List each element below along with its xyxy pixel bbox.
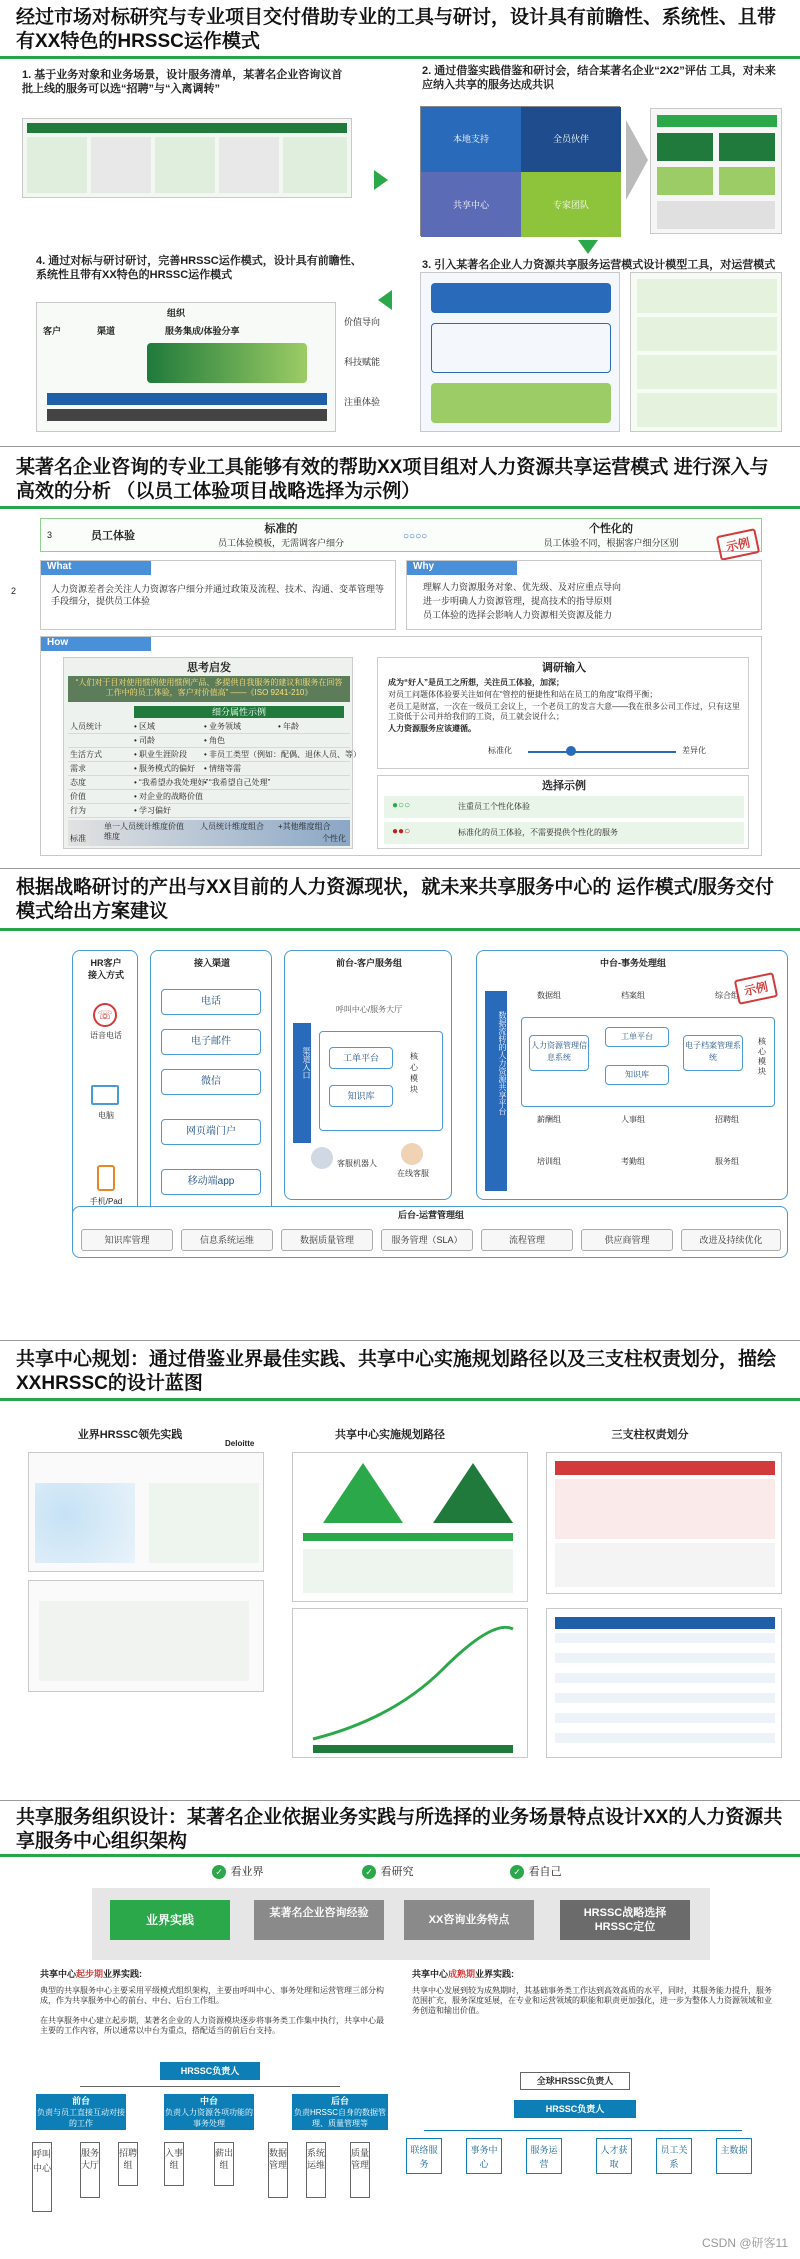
slide2-title: 某著名企业咨询的专业工具能够有效的帮助XX项目组对人力资源共享运营模式 进行深入与高效的分析 （以员工体验项目战略选择为示例） bbox=[16, 457, 769, 502]
computer-icon bbox=[91, 1085, 119, 1105]
how-panel bbox=[40, 636, 762, 856]
left-leaf-4: 入事组 bbox=[164, 2142, 184, 2186]
left-group-front-desc: 负责与员工直接互动对接的工作 bbox=[37, 2108, 125, 2128]
step2-gray-arrow bbox=[626, 120, 648, 200]
research-scale-line bbox=[528, 751, 676, 753]
detail-row bbox=[68, 790, 350, 804]
path-curve bbox=[293, 1609, 529, 1759]
front-ticket-platform: 工单平台 bbox=[329, 1047, 393, 1069]
icon-label-experience: 注重体验 bbox=[344, 397, 381, 407]
ops-it: 信息系统运维 bbox=[181, 1229, 273, 1251]
step2-text: 2. 通过借鉴实践借鉴和研讨会，结合某著名企业“2X2”评估 工具，对未来应纳入共享的服务达成共识 bbox=[422, 65, 776, 91]
slide2-title-rule bbox=[0, 506, 800, 509]
middle-side-label: 数据流转的人力资源共享平台 bbox=[498, 1011, 507, 1115]
quad-label-3: 共享中心 bbox=[452, 200, 489, 210]
left-head-em: 起步期 bbox=[76, 1969, 104, 1979]
detail-row-value: • 对企业的战略价值 bbox=[134, 792, 204, 801]
check-icon: ✓ bbox=[212, 1865, 226, 1879]
header-row-label: 员工体验 bbox=[91, 530, 135, 542]
scale-item-2: 人员统计维度组合 bbox=[200, 822, 264, 831]
research-item-4: 人力资源服务应该遵循。 bbox=[388, 724, 476, 733]
step1-service-table bbox=[22, 118, 352, 198]
step4-label-service: 服务集成/体验分享 bbox=[165, 326, 240, 336]
ops-kb-mgmt: 知识库管理 bbox=[81, 1229, 173, 1251]
arrow-step1-to-step2 bbox=[374, 170, 388, 190]
step4-model-diagram bbox=[36, 302, 336, 432]
slide3-title-rule bbox=[0, 928, 800, 931]
group-general: 综合组 bbox=[715, 991, 739, 1000]
right-head-post: 业界实践: bbox=[475, 1969, 515, 1979]
core-kb: 知识库 bbox=[605, 1065, 669, 1085]
divider-3 bbox=[0, 1340, 800, 1341]
col-title-pillars: 三支柱权责划分 bbox=[611, 1429, 689, 1441]
header-row-num: 3 bbox=[47, 530, 53, 540]
step4-label-channel: 渠道 bbox=[97, 326, 116, 336]
detail-row-value: • “我希望办我处理好” bbox=[134, 778, 209, 787]
left-p2: 在共享服务中心建立起步期，某著名企业的人力资源模块逐步将事务类工作集中执行，共享中心最主要的工作内容，所以通常以中台为重点，搭配适当的前后台支持。 bbox=[40, 2016, 384, 2035]
left-head-post: 业界实践: bbox=[103, 1969, 143, 1979]
detail-row bbox=[68, 804, 350, 818]
left-group-front bbox=[36, 2094, 126, 2130]
detail-row bbox=[68, 762, 350, 776]
ops-title: 后台-运营管理组 bbox=[398, 1210, 464, 1220]
choice-dots-1: ●○○ bbox=[392, 800, 411, 811]
group-recruit: 招聘组 bbox=[715, 1115, 739, 1124]
step4-label-org: 组织 bbox=[167, 308, 186, 318]
research-title: 调研输入 bbox=[542, 662, 586, 674]
access-mode-2: 电脑 bbox=[98, 1111, 114, 1120]
left-org-line bbox=[80, 2086, 340, 2087]
personalized-title: 个性化的 bbox=[589, 523, 633, 535]
left-org-head: HRSSC负责人 bbox=[160, 2062, 260, 2080]
step4-label-customer: 客户 bbox=[43, 326, 62, 336]
quad-label-2: 全员伙伴 bbox=[552, 134, 589, 144]
ops-vendor: 供应商管理 bbox=[581, 1229, 673, 1251]
left-head-pre: 共享中心 bbox=[40, 1969, 77, 1979]
right-org-line bbox=[424, 2130, 742, 2131]
experience-header-row bbox=[40, 518, 762, 552]
icon-label-tech: 科技赋能 bbox=[344, 357, 381, 367]
standard-title: 标准的 bbox=[264, 523, 298, 535]
what-tab: What bbox=[41, 561, 151, 575]
slide-operating-model bbox=[0, 0, 800, 312]
scale-right: 个性化 bbox=[322, 834, 346, 843]
why-item-3: 员工体验的选择会影响人力资源相关资源及能力 bbox=[423, 610, 613, 620]
divider-2 bbox=[0, 868, 800, 869]
left-leaf-1: 呼叫中心 bbox=[32, 2142, 52, 2212]
step2-result-panel bbox=[650, 108, 782, 234]
detail-row-value: • 非员工类型（例如：配偶、退休人员、等） bbox=[204, 750, 362, 759]
left-group-back bbox=[292, 2094, 388, 2130]
front-online-label: 在线客服 bbox=[397, 1169, 429, 1178]
scale-item-3: +其他维度组合 bbox=[278, 822, 331, 831]
group-training: 培训组 bbox=[537, 1157, 561, 1166]
detail-row-value: • 角色 bbox=[204, 736, 226, 745]
check-icon: ✓ bbox=[362, 1865, 376, 1879]
core-hris: 人力资源管理信息系统 bbox=[529, 1035, 589, 1071]
tab-industry-label: 看业界 bbox=[230, 1866, 264, 1878]
arrow-step3-to-step4 bbox=[378, 290, 392, 310]
right-org-head: HRSSC负责人 bbox=[514, 2100, 636, 2118]
choice-panel bbox=[377, 775, 749, 849]
slide-org-design bbox=[0, 1804, 800, 2259]
middle-title: 中台-事务处理组 bbox=[600, 958, 666, 968]
front-robot-label: 客服机器人 bbox=[337, 1159, 377, 1168]
left-leaf-5: 薪出组 bbox=[214, 2142, 234, 2186]
research-scale-left: 标准化 bbox=[488, 746, 512, 755]
channel-web-portal: 网页端门户 bbox=[161, 1119, 261, 1145]
step1-text: 1. 基于业务对象和业务场景，设计服务清单，某著名企业咨询议首批上线的服务可以选“招聘”与“入离调转” bbox=[22, 69, 343, 95]
left-group-back-desc: 负责HRSSC自身的数据管理、质量管理等 bbox=[293, 2108, 386, 2128]
slide-planning bbox=[0, 1344, 800, 1780]
detail-row bbox=[68, 748, 362, 762]
practice-thumbnail-2 bbox=[28, 1580, 264, 1692]
robot-icon bbox=[311, 1147, 333, 1169]
ops-process: 流程管理 bbox=[481, 1229, 573, 1251]
right-head bbox=[412, 1968, 772, 1980]
right-leaf-3: 服务运营 bbox=[526, 2138, 562, 2174]
detail-row-value: • 情绪等需 bbox=[204, 764, 242, 773]
left-leaf-3: 招聘组 bbox=[118, 2142, 138, 2186]
channel-mobile-app: 移动端app bbox=[161, 1169, 261, 1195]
front-call-center: 呼叫中心/服务大厅 bbox=[335, 1005, 403, 1014]
front-entry-bar bbox=[293, 1023, 311, 1143]
mobile-icon bbox=[97, 1165, 115, 1191]
research-item-3: 老员工是财富，一次在一级员工会议上，一个老员工的发言大意——我在很多公司工作过，只有这里工资低于公司并给我们的工资，员工就会说什么； bbox=[388, 702, 740, 721]
right-p1: 共享中心发展到较为成熟期时，其基础事务类工作达到高效高质的水平，同时，其服务能力提升，服务范围扩充，服务深度延展，在专业和运营领域的职能和职责更加强化，进一步为整体人力资源领域和业务创造和输出价值。 bbox=[412, 1986, 772, 2015]
slide1-lower bbox=[0, 308, 800, 452]
divider-1 bbox=[0, 446, 800, 447]
deloitte-brand: Deloitte bbox=[225, 1439, 255, 1448]
detail-row-key: 人员统计 bbox=[70, 722, 102, 731]
front-office bbox=[284, 950, 452, 1200]
right-head-em: 成熟期 bbox=[448, 1969, 476, 1979]
step3-model-diagram bbox=[420, 272, 620, 432]
tab-self-label: 看自己 bbox=[528, 1866, 562, 1878]
core-module: 核心模块 bbox=[758, 1037, 766, 1076]
slide1-title-rule bbox=[0, 56, 800, 59]
why-panel bbox=[406, 560, 762, 630]
access-mode-1: 语音电话 bbox=[90, 1031, 122, 1040]
detail-row-value: • 年龄 bbox=[278, 722, 300, 731]
slide1-title: 经过市场对标研究与专业项目交付借助专业的工具与研讨，设计具有前瞻性、系统性、且带有XX特色的HRSSC运作模式 bbox=[16, 7, 777, 52]
watermark: CSDN @研客11 bbox=[702, 2236, 788, 2250]
choice-dots-2: ●●○ bbox=[392, 826, 411, 837]
front-entry-label: 渠道入口 bbox=[302, 1047, 311, 1079]
phone-icon: ☏ bbox=[93, 1003, 117, 1027]
what-num: 2 bbox=[11, 586, 17, 596]
detail-row-key: 生活方式 bbox=[70, 750, 102, 759]
choice-item-2: 标准化的员工体验，不需要提供个性化的服务 bbox=[458, 828, 618, 837]
slide-service-delivery bbox=[0, 872, 800, 1308]
right-leaf-4: 人才获取 bbox=[596, 2138, 632, 2174]
col-title-practice: 业界HRSSC领先实践 bbox=[77, 1429, 183, 1441]
path-thumbnail-1 bbox=[292, 1452, 528, 1602]
slide-employee-experience bbox=[0, 452, 800, 866]
channel-phone: 电话 bbox=[161, 989, 261, 1015]
quad-label-1: 本地支持 bbox=[452, 134, 489, 144]
research-panel bbox=[377, 657, 749, 769]
left-leaf-8: 质量管理 bbox=[350, 2142, 370, 2198]
ops-sla: 服务管理（SLA） bbox=[381, 1229, 473, 1251]
left-leaf-2: 服务大厅 bbox=[80, 2142, 100, 2198]
right-leaf-5: 员工关系 bbox=[656, 2138, 692, 2174]
right-leaf-2: 事务中心 bbox=[466, 2138, 502, 2174]
scale-left: 标准 bbox=[70, 834, 86, 843]
scale-dots: ○○○○ bbox=[403, 531, 428, 542]
path-thumbnail-2 bbox=[292, 1608, 528, 1758]
hr-client-title: HR客户 接入方式 bbox=[87, 958, 124, 980]
detail-row-key: 需求 bbox=[70, 764, 86, 773]
detail-row-value: • 服务模式的偏好 bbox=[134, 764, 196, 773]
example-stamp: 示例 bbox=[716, 528, 760, 561]
box-consulting-exp: 某著名企业咨询经验 bbox=[254, 1900, 384, 1940]
box-industry-practice: 业界实践 bbox=[110, 1900, 230, 1940]
front-core-module: 核心模块 bbox=[410, 1052, 418, 1094]
personalized-sub: 员工体验不同，根据客户细分区别 bbox=[543, 538, 679, 548]
detail-row-value: • 职业生涯阶段 bbox=[134, 750, 188, 759]
group-service: 服务组 bbox=[715, 1157, 739, 1166]
quad-label-4: 专家团队 bbox=[552, 200, 589, 210]
detail-row-value: • 学习偏好 bbox=[134, 806, 172, 815]
detail-row bbox=[68, 720, 350, 734]
ops-improve: 改进及持续优化 bbox=[681, 1229, 781, 1251]
left-head bbox=[40, 1968, 390, 1980]
agent-icon bbox=[401, 1143, 423, 1165]
tab-self bbox=[510, 1862, 600, 1882]
hr-client-column bbox=[72, 950, 138, 1244]
slide5-title-rule bbox=[0, 1854, 800, 1857]
front-inner-box bbox=[319, 1031, 443, 1131]
left-group-middle-name: 中台 bbox=[199, 2096, 218, 2106]
step4-text: 4. 通过对标与研讨研讨，完善HRSSC运作模式，设计具有前瞻性、系统性且带有XX特色的HRSSC运作模式 bbox=[36, 255, 362, 281]
practice-thumbnail-1 bbox=[28, 1439, 264, 1572]
how-tab: How bbox=[41, 637, 151, 651]
left-group-middle bbox=[164, 2094, 254, 2130]
channel-email: 电子邮件 bbox=[161, 1029, 261, 1055]
research-item-2: 对员工问题体体验要关注如何在“管控的便捷性和站在员工的角度”取得平衡； bbox=[388, 690, 658, 699]
box-business-traits: XX咨询业务特点 bbox=[404, 1900, 534, 1940]
group-personnel: 人事组 bbox=[621, 1115, 645, 1124]
what-panel bbox=[11, 560, 396, 630]
left-group-back-name: 后台 bbox=[330, 2096, 349, 2106]
delivery-stamp: 示例 bbox=[734, 972, 778, 1005]
left-leaf-7: 系统运维 bbox=[306, 2142, 326, 2198]
detail-row bbox=[68, 734, 350, 748]
left-leaf-6: 数据管理 bbox=[268, 2142, 288, 2198]
core-ticket: 工单平台 bbox=[605, 1027, 669, 1047]
detail-row-value: • 区域 bbox=[134, 722, 156, 731]
choice-title: 选择示例 bbox=[542, 780, 586, 792]
slide3-title: 根据战略研讨的产出与XX目前的人力资源现状，就未来共享服务中心的 运作模式/服务交付模式给出方案建议 bbox=[16, 877, 774, 922]
step3-text: 3. 引入某著名企业人力资源共享服务运营模式设计模型工具，对运营模式 bbox=[422, 259, 776, 271]
back-office bbox=[72, 1206, 788, 1258]
pillars-thumbnail-2 bbox=[546, 1608, 782, 1758]
right-head-pre: 共享中心 bbox=[412, 1969, 449, 1979]
detail-head: 细分属性示例 bbox=[134, 706, 344, 718]
left-p1: 典型的共享服务中心主要采用平级模式组织架构，主要由呼叫中心、事务处理和运营管理三部分构成，作为共享服务中心的前台、中台、后台工作组。 bbox=[40, 1986, 384, 2005]
research-scale-right: 差异化 bbox=[682, 746, 706, 755]
detail-row-value: • “我希望自己处理” bbox=[204, 778, 271, 787]
tab-research bbox=[362, 1862, 452, 1882]
detail-row-value: • 司龄 bbox=[134, 736, 156, 745]
choice-item-1: 注重员工个性化体验 bbox=[458, 802, 530, 811]
pillars-thumbnail-1 bbox=[546, 1452, 782, 1594]
group-archive: 档案组 bbox=[621, 991, 645, 1000]
slide4-title: 共享中心规划：通过借鉴业界最佳实践、共享中心实施规划路径以及三支柱权责划分，描绘XXHRSSC的设计蓝图 bbox=[16, 1349, 777, 1394]
detail-row bbox=[68, 776, 350, 790]
access-mode-3: 手机/Pad bbox=[89, 1197, 123, 1206]
right-leaf-1: 联络服务 bbox=[406, 2138, 442, 2174]
divider-4 bbox=[0, 1800, 800, 1801]
slide4-title-rule bbox=[0, 1398, 800, 1401]
box-strategy: HRSSC战略选择 HRSSC定位 bbox=[560, 1900, 690, 1940]
slide5-title: 共享服务组织设计：某著名企业依据业务实践与所选择的业务场景特点设计XX的人力资源共享服务中心组织架构 bbox=[16, 1807, 783, 1852]
tab-industry bbox=[212, 1862, 302, 1882]
channel-title: 接入渠道 bbox=[193, 958, 230, 968]
check-icon: ✓ bbox=[510, 1865, 524, 1879]
right-org-global: 全球HRSSC负责人 bbox=[520, 2072, 630, 2090]
icon-label-value: 价值导向 bbox=[344, 317, 381, 327]
arrow-step2-to-step3 bbox=[578, 240, 598, 254]
col-title-path: 共享中心实施规划路径 bbox=[335, 1429, 445, 1441]
why-item-1: 理解人力资源服务对象、优先级、及对应重点导向 bbox=[423, 582, 622, 592]
detail-row-value: • 业务领域 bbox=[204, 722, 242, 731]
why-item-2: 进一步明确人力资源管理，提高技术的指导原则 bbox=[423, 596, 613, 606]
tab-research-label: 看研究 bbox=[380, 1866, 414, 1878]
detail-row-key: 价值 bbox=[70, 792, 86, 801]
think-title: 思考启发 bbox=[187, 662, 231, 674]
left-group-middle-desc: 负责人力资源各项功能的事务处理 bbox=[165, 2108, 253, 2128]
front-knowledge-base: 知识库 bbox=[329, 1085, 393, 1107]
scale-item-1: 单一人员统计维度价值维度 bbox=[104, 822, 184, 841]
standard-sub: 员工体验模板，无需调客户细分 bbox=[217, 538, 344, 548]
what-text: 人力资源差者会关注人力资源客户细分并通过政策及流程、技术、沟通、变革管理等手段细分，提供员工体验 bbox=[51, 584, 385, 606]
detail-row-key: 行为 bbox=[70, 806, 86, 815]
group-attendance: 考勤组 bbox=[621, 1157, 645, 1166]
think-quote: “人们对于目对使用惯例使用惯例产品、多提供自我服务的建议和服务在回答工作中的员工体验，客户对价值高” ——《ISO 9241-210》 bbox=[75, 678, 343, 697]
group-data: 数据组 bbox=[537, 991, 561, 1000]
step2-quadrant bbox=[420, 106, 620, 236]
channel-column bbox=[150, 950, 272, 1244]
research-scale-dot bbox=[566, 746, 576, 756]
think-panel bbox=[63, 657, 362, 849]
why-tab: Why bbox=[407, 561, 517, 575]
left-group-front-name: 前台 bbox=[71, 2096, 90, 2106]
step3-options-list bbox=[630, 272, 782, 432]
ops-data-quality: 数据质量管理 bbox=[281, 1229, 373, 1251]
front-title: 前台-客户服务组 bbox=[336, 958, 402, 968]
research-item-1: 成为“好人”是员工之所想，关注员工体验，加深； bbox=[388, 678, 564, 687]
core-earchive: 电子档案管理系统 bbox=[683, 1035, 743, 1071]
detail-row-key: 态度 bbox=[70, 778, 86, 787]
group-payroll: 薪酬组 bbox=[537, 1115, 561, 1124]
right-leaf-6: 主数据 bbox=[716, 2138, 752, 2174]
channel-wechat: 微信 bbox=[161, 1069, 261, 1095]
